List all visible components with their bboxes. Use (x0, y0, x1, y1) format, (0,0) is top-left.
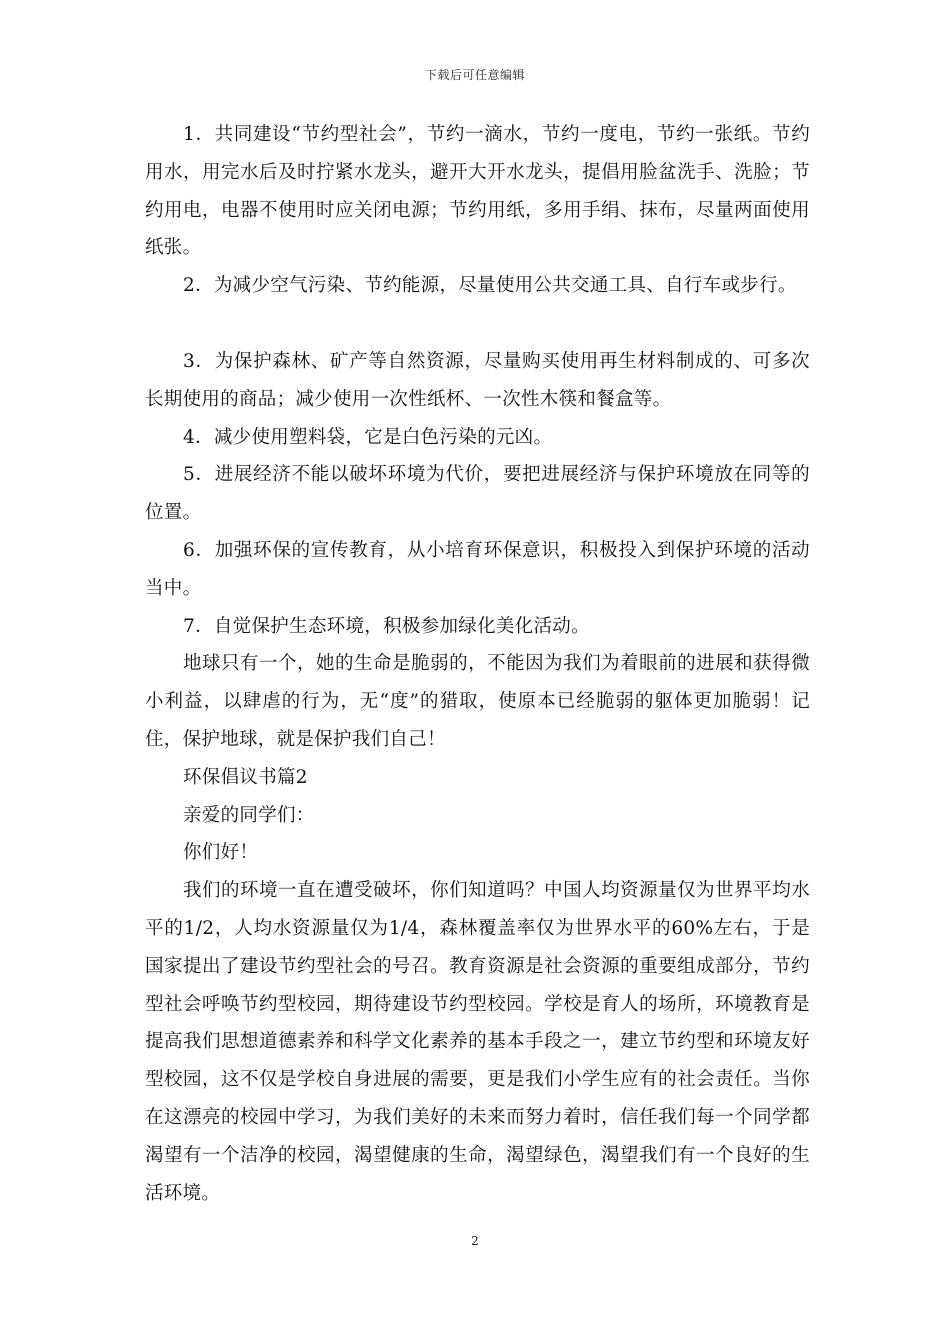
paragraph-item-6: 6．加强环保的宣传教育，从小培育环保意识，积极投入到保护环境的活动当中。 (145, 539, 810, 599)
greeting: 你们好！ (183, 842, 259, 864)
paragraph-item-7: 7．自觉保护生态环境，积极参加绿化美化活动。 (183, 615, 590, 637)
paragraph-item-3: 3．为保护森林、矿产等自然资源，尽量购买使用再生材料制成的、可多次长期使用的商品；减少使用一次性纸杯、一次性木筷和餐盒等。 (145, 350, 810, 410)
section-title: 环保倡议书篇2 (183, 766, 308, 788)
paragraph-item-4: 4．减少使用塑料袋，它是白色污染的元凶。 (183, 426, 553, 448)
paragraph-gap (145, 305, 810, 343)
salutation: 亲爱的同学们： (183, 804, 315, 826)
letter-body-paragraph: 我们的环境一直在遭受破坏，你们知道吗？中国人均资源量仅为世界平均水平的1/2，人均水资源量仅为1/4，森林覆盖率仅为世界水平的60%左右，于是国家提出了建设节约型社会的号召。教育资源是社会资源的重要组成部分，节约型社会呼唤节约型校园，期待建设节约型校园。学校是育人的场所，环境教育是提高我们思想道德素养和科学文化素养的基本手段之一，建立节约型和环境友好型校园，这不仅是学校自身进展的需要，更是我们小学生应有的社会责任。当你在这漂亮的校园中学习，为我们美好的未来而努力着时，信任我们每一个同学都渴望有一个洁净的校园，渴望健康的生命，渴望绿色，渴望我们有一个良好的生活环境。 (145, 880, 810, 1204)
paragraph-item-2: 2．为减少空气污染、节约能源，尽量使用公共交通工具、自行车或步行。 (183, 275, 797, 297)
page-header: 下载后可任意编辑 (424, 68, 525, 82)
page-number: 2 (471, 1234, 479, 1248)
conclusion-paragraph: 地球只有一个，她的生命是脆弱的，不能因为我们为着眼前的进展和获得微小利益，以肆虐的行为，无“度”的猎取，使原本已经脆弱的躯体更加脆弱！记住，保护地球，就是保护我们自己！ (145, 653, 810, 750)
paragraph-item-1: 1．共同建设“节约型社会”，节约一滴水，节约一度电，节约一张纸。节约用水，用完水后及时拧紧水龙头，避开大开水龙头，提倡用脸盆洗手、洗脸；节约用电，电器不使用时应关闭电源；节约用纸，多用手绢、抹布，尽量两面使用纸张。 (145, 124, 810, 259)
paragraph-item-5: 5．进展经济不能以破坏环境为代价，要把进展经济与保护环境放在同等的位置。 (145, 464, 810, 524)
document-body (145, 116, 810, 1212)
